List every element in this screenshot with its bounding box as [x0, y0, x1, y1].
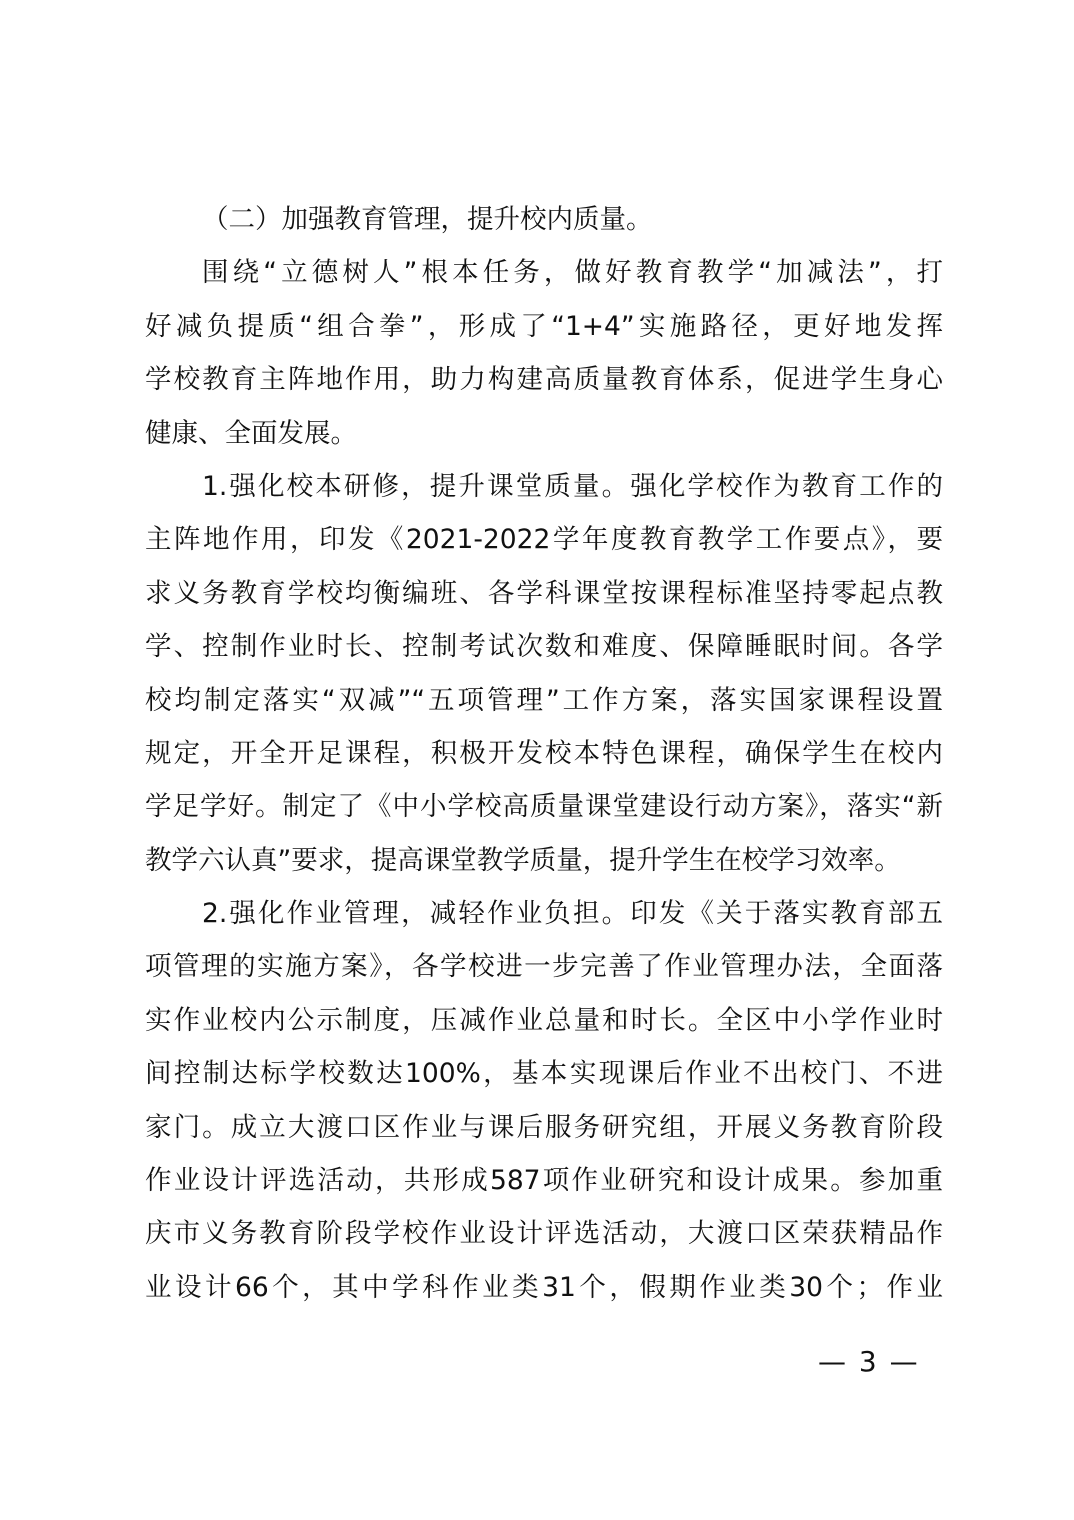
text-line: 校均制定落实“双减”“五项管理”工作方案，落实国家课程设置 — [145, 684, 943, 716]
text-line: 教学六认真”要求，提高课堂教学质量，提升学生在校学习效率。 — [145, 844, 901, 876]
text-line: 1.强化校本研修，提升课堂质量。强化学校作为教育工作的 — [202, 470, 943, 502]
text-line: 规定，开全开足课程，积极开发校本特色课程，确保学生在校内 — [145, 737, 943, 769]
text-line: （二）加强教育管理，提升校内质量。 — [202, 204, 653, 235]
text-line: 围绕“立德树人”根本任务，做好教育教学“加减法”，打 — [202, 257, 943, 289]
text-line: 项管理的实施方案》，各学校进一步完善了作业管理办法，全面落 — [145, 951, 943, 983]
text-line: 学足学好。制定了《中小学校高质量课堂建设行动方案》，落实“新 — [145, 791, 943, 823]
text-line: 学校教育主阵地作用，助力构建高质量教育体系，促进学生身心 — [145, 364, 943, 396]
text-line: 实作业校内公示制度，压减作业总量和时长。全区中小学作业时 — [145, 1004, 943, 1036]
text-line: 求义务教育学校均衡编班、各学科课堂按课程标准坚持零起点教 — [145, 577, 943, 609]
paragraph — [145, 246, 943, 460]
paragraph — [145, 460, 943, 887]
document-body — [145, 193, 943, 1314]
text-line: 学、控制作业时长、控制考试次数和难度、保障睡眠时间。各学 — [145, 631, 943, 663]
text-line: 业设计66个，其中学科作业类31个，假期作业类30个；作业 — [145, 1271, 943, 1303]
paragraph — [145, 887, 943, 1314]
page-number: — 3 — — [818, 1345, 920, 1378]
text-line: 庆市义务教育阶段学校作业设计评选活动，大渡口区荣获精品作 — [145, 1218, 943, 1250]
text-line: 家门。成立大渡口区作业与课后服务研究组，开展义务教育阶段 — [145, 1111, 943, 1143]
text-line: 好减负提质“组合拳”，形成了“1+4”实施路径，更好地发挥 — [145, 310, 943, 342]
text-line: 作业设计评选活动，共形成587项作业研究和设计成果。参加重 — [145, 1165, 943, 1197]
section-heading — [145, 193, 943, 246]
text-line: 2.强化作业管理，减轻作业负担。印发《关于落实教育部五 — [202, 898, 943, 930]
text-line: 健康、全面发展。 — [145, 417, 357, 449]
text-line: 间控制达标学校数达100%，基本实现课后作业不出校门、不进 — [145, 1058, 943, 1090]
text-line: 主阵地作用，印发《2021-2022学年度教育教学工作要点》，要 — [145, 524, 943, 556]
